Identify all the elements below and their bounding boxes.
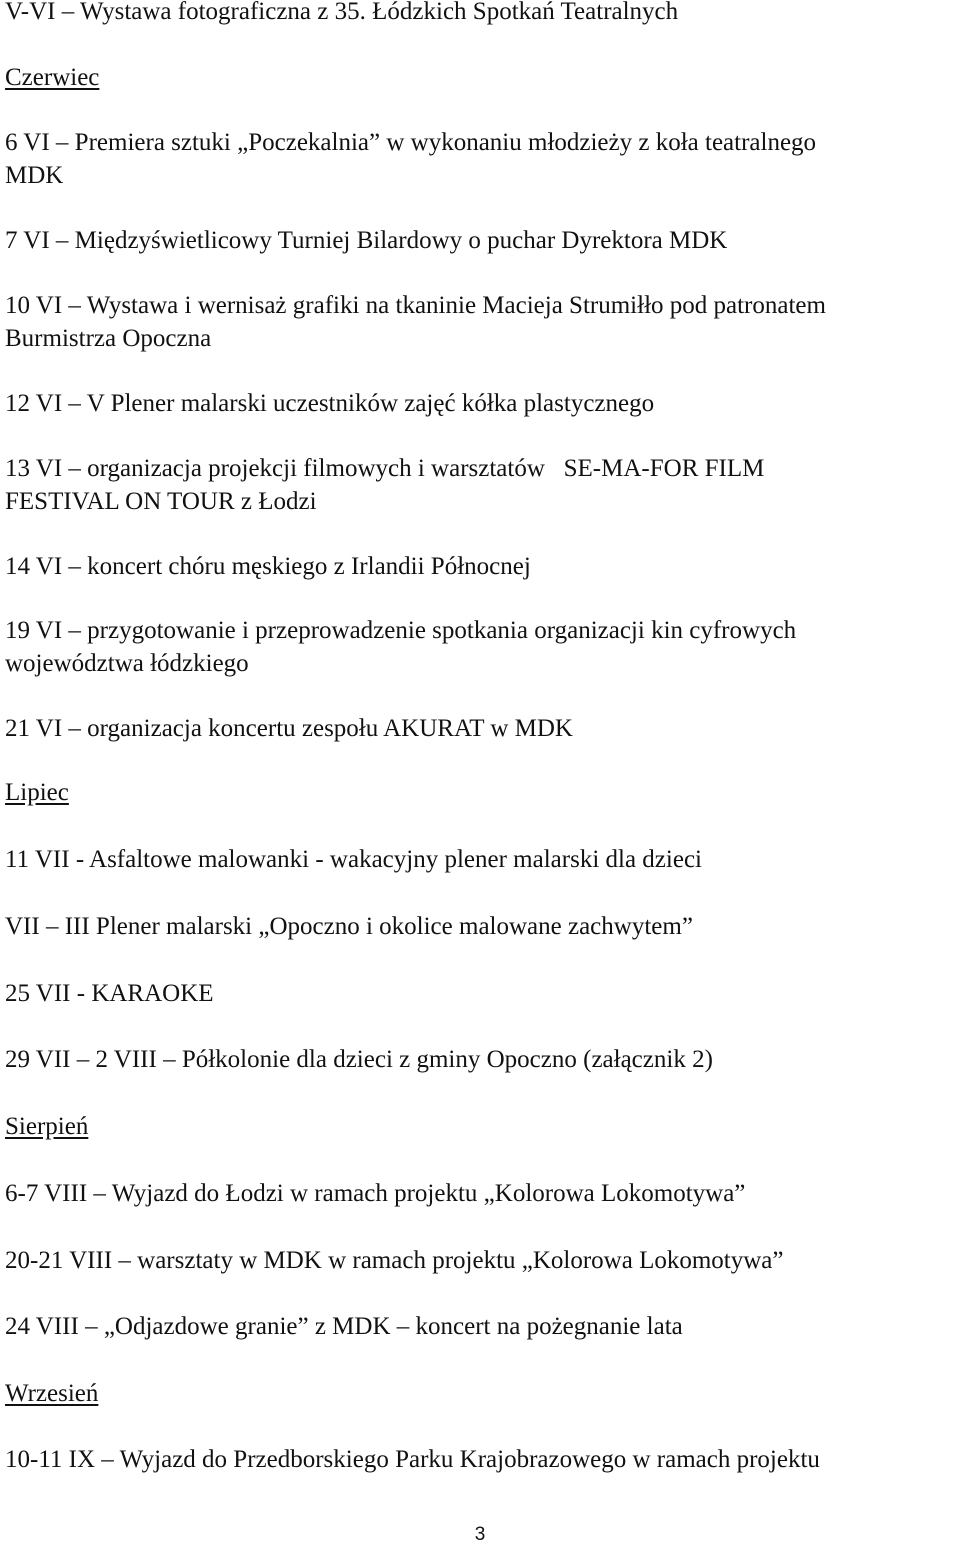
event-item-june-12: 12 VI – V Plener malarski uczestników zajęć kółka plastycznego <box>5 390 655 417</box>
event-item-june-13-cont: FESTIVAL ON TOUR z Łodzi <box>5 488 317 515</box>
event-item-june-13: 13 VI – organizacja projekcji filmowych i warsztatów SE-MA-FOR FILM <box>5 455 765 482</box>
section-heading-august: Sierpień <box>5 1113 89 1140</box>
section-heading-june: Czerwiec <box>5 64 100 91</box>
event-item-august-6: 6-7 VIII – Wyjazd do Łodzi w ramach projektu „Kolorowa Lokomotywa” <box>5 1180 746 1207</box>
event-item-june-6: 6 VI – Premiera sztuki „Poczekalnia” w wykonaniu młodzieży z koła teatralnego <box>5 129 817 156</box>
section-heading-july: Lipiec <box>5 779 69 806</box>
event-item-june-10-cont: Burmistrza Opoczna <box>5 325 212 352</box>
event-item-june-10: 10 VI – Wystawa i wernisaż grafiki na tkaninie Macieja Strumiłło pod patronatem <box>5 292 826 319</box>
event-item-june-19-cont: województwa łódzkiego <box>5 650 249 677</box>
event-item-july-plener: VII – III Plener malarski „Opoczno i okolice malowane zachwytem” <box>5 913 693 940</box>
event-item-june-7: 7 VI – Międzyświetlicowy Turniej Bilardowy o puchar Dyrektora MDK <box>5 227 728 254</box>
event-item-july-25: 25 VII - KARAOKE <box>5 980 214 1007</box>
page-number: 3 <box>474 1524 486 1545</box>
event-item-june-21: 21 VI – organizacja koncertu zespołu AKURAT w MDK <box>5 715 573 742</box>
event-item-september-10: 10-11 IX – Wyjazd do Przedborskiego Parku Krajobrazowego w ramach projektu <box>5 1446 820 1473</box>
event-item-june-19: 19 VI – przygotowanie i przeprowadzenie spotkania organizacji kin cyfrowych <box>5 617 797 644</box>
section-heading-september: Wrzesień <box>5 1380 99 1407</box>
event-item-august-24: 24 VIII – „Odjazdowe granie” z MDK – koncert na pożegnanie lata <box>5 1313 683 1340</box>
event-item-july-29: 29 VII – 2 VIII – Półkolonie dla dzieci z gminy Opoczno (załącznik 2) <box>5 1046 713 1073</box>
event-item-june-14: 14 VI – koncert chóru męskiego z Irlandii Północnej <box>5 553 531 580</box>
intro-line: V-VI – Wystawa fotograficzna z 35. Łódzkich Spotkań Teatralnych <box>5 0 679 25</box>
event-item-june-6-cont: MDK <box>5 162 64 189</box>
event-item-july-11: 11 VII - Asfaltowe malowanki - wakacyjny plener malarski dla dzieci <box>5 846 702 873</box>
event-item-august-20: 20-21 VIII – warsztaty w MDK w ramach projektu „Kolorowa Lokomotywa” <box>5 1247 784 1274</box>
